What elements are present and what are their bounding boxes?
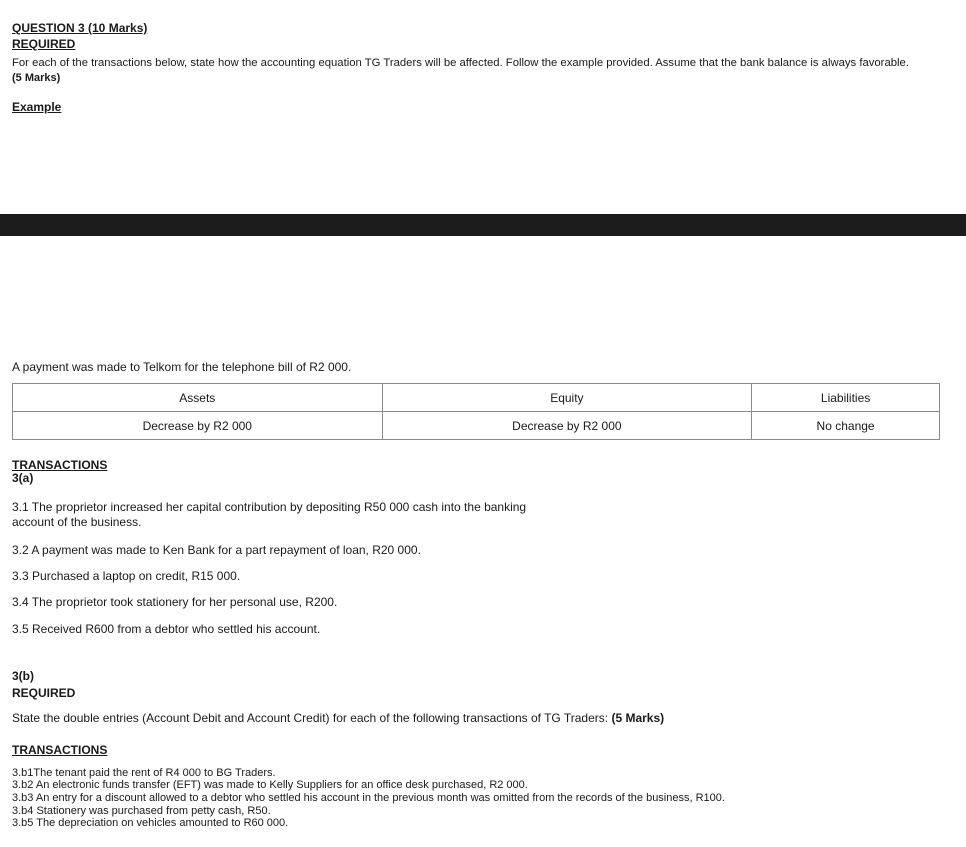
cell-equity: Decrease by R2 000: [382, 412, 752, 440]
transaction-3-1-cont: account of the business.: [12, 515, 142, 529]
header-liabilities: Liabilities: [752, 384, 940, 412]
question-title: QUESTION 3 (10 Marks): [12, 21, 148, 35]
cell-assets: Decrease by R2 000: [13, 412, 383, 440]
cell-liabilities: No change: [752, 412, 940, 440]
transaction-3-4: 3.4 The proprietor took stationery for her personal use, R200.: [12, 595, 338, 609]
instruction-text: For each of the transactions below, state how the accounting equation TG Traders will be affected. Follow the example provided. Assume that the bank balance is always favorable.: [12, 57, 909, 69]
transaction-3-5: 3.5 Received R600 from a debtor who settled his account.: [12, 622, 321, 636]
accounting-equation-table: [12, 383, 940, 440]
header-assets: Assets: [13, 384, 383, 412]
transactions-heading-a: TRANSACTIONS: [12, 458, 108, 472]
part-b-label: 3(b): [12, 669, 34, 683]
example-label: Example: [12, 100, 62, 114]
transaction-3-3: 3.3 Purchased a laptop on credit, R15 000.: [12, 569, 241, 583]
table-row: [13, 412, 940, 440]
transaction-3-1: 3.1 The proprietor increased her capital contribution by depositing R50 000 cash into the banking: [12, 500, 527, 514]
transactions-heading-b: TRANSACTIONS: [12, 743, 108, 757]
part-b-instruction-text: State the double entries (Account Debit and Account Credit) for each of the following transactions of TG Traders:: [12, 711, 609, 725]
table-header-row: [13, 384, 940, 412]
required-heading: REQUIRED: [12, 37, 76, 51]
transaction-3-b1: 3.b1The tenant paid the rent of R4 000 to BG Traders.: [12, 767, 276, 779]
transaction-3-b5: 3.b5 The depreciation on vehicles amounted to R60 000.: [12, 817, 289, 829]
transaction-3-b4: 3.b4 Stationery was purchased from petty cash, R50.: [12, 805, 271, 817]
part-a-label: 3(a): [12, 471, 34, 485]
part-b-instruction: [12, 711, 664, 725]
required-heading-b: REQUIRED: [12, 686, 76, 700]
divider-bar: [0, 214, 966, 236]
header-equity: Equity: [382, 384, 752, 412]
marks-label: (5 Marks): [12, 72, 61, 84]
example-transaction: A payment was made to Telkom for the telephone bill of R2 000.: [12, 360, 352, 374]
transaction-3-b3: 3.b3 An entry for a discount allowed to a debtor who settled his account in the previous month was omitted from the records of the business, R100.: [12, 792, 725, 804]
transaction-3-b2: 3.b2 An electronic funds transfer (EFT) was made to Kelly Suppliers for an office desk purchased, R2 000.: [12, 779, 528, 791]
transaction-3-2: 3.2 A payment was made to Ken Bank for a part repayment of loan, R20 000.: [12, 543, 421, 557]
part-b-marks: (5 Marks): [611, 711, 665, 725]
